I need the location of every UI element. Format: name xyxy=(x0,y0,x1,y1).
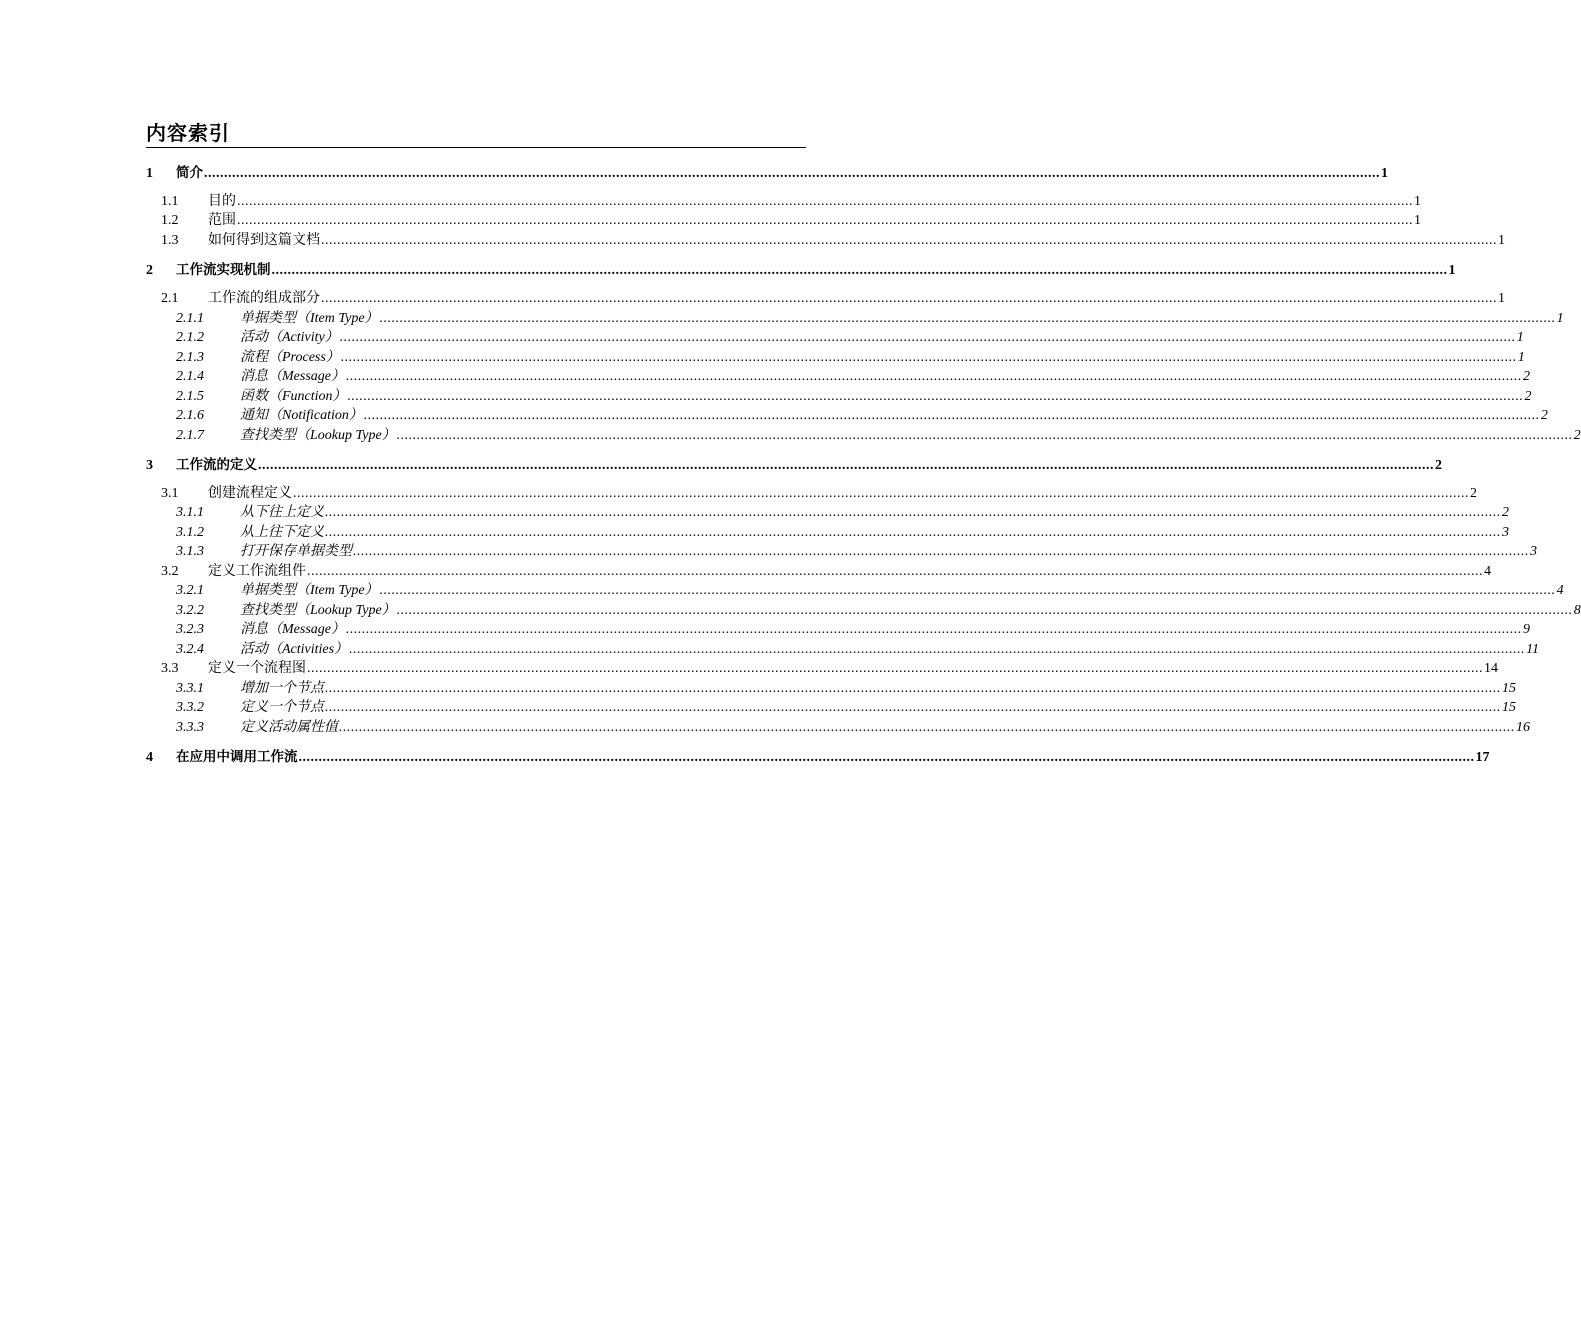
toc-entry-number: 2.1.5 xyxy=(176,389,204,404)
toc-entry-number: 3.2.3 xyxy=(176,622,204,637)
toc-entry-number: 3.2 xyxy=(161,564,179,579)
toc-entry-label: 单据类型（Item Type） xyxy=(240,311,379,326)
toc-entry-number: 1.3 xyxy=(161,233,179,248)
toc-page-number: 2 xyxy=(1540,408,1548,423)
toc-entry-number: 2.1.2 xyxy=(176,330,204,345)
toc-entry-number: 4 xyxy=(146,750,153,765)
toc-dot-leader: ...................................................................................................................................................................................................................................................................................................... xyxy=(396,428,1573,443)
toc-entry-1-3[interactable] xyxy=(161,231,1505,251)
toc-entry-3[interactable] xyxy=(146,455,1442,475)
toc-page-number: 1 xyxy=(1498,291,1505,306)
toc-page-number: 15 xyxy=(1502,700,1516,715)
toc-dot-leader: ...................................................................................................................................................................................................................................................................................................... xyxy=(325,700,1501,715)
toc-entry-2-1-7[interactable] xyxy=(176,426,1581,446)
toc-entry-4[interactable] xyxy=(146,747,1490,767)
toc-dot-leader: ...................................................................................................................................................................................................................................................................................................... xyxy=(349,642,1526,657)
toc-entry-number: 3.1.3 xyxy=(176,544,204,559)
toc-page-number: 3 xyxy=(1502,525,1509,540)
toc-entry-label: 活动（Activities） xyxy=(240,642,349,657)
toc-entry-3-2-4[interactable] xyxy=(176,640,1540,660)
toc-entry-number: 1 xyxy=(146,166,153,181)
toc-entry-2-1-3[interactable] xyxy=(176,348,1525,368)
toc-entry-label: 活动（Activity） xyxy=(240,330,339,345)
toc-dot-leader: ...................................................................................................................................................................................................................................................................................................... xyxy=(271,263,1448,278)
toc-entry-number: 2.1.6 xyxy=(176,408,204,423)
toc-entry-2[interactable] xyxy=(146,260,1456,280)
toc-dot-leader: ...................................................................................................................................................................................................................................................................................................... xyxy=(237,213,1413,228)
toc-title: 内容索引 xyxy=(146,120,806,148)
toc-page-number: 1 xyxy=(1556,311,1564,326)
toc-dot-leader: ...................................................................................................................................................................................................................................................................................................... xyxy=(346,622,1522,637)
toc-page-number: 2 xyxy=(1524,389,1532,404)
toc-entry-3-3-1[interactable] xyxy=(176,679,1516,699)
toc-entry-1[interactable] xyxy=(146,163,1388,183)
toc-entry-label: 通知（Notification） xyxy=(240,408,363,423)
toc-entry-number: 2 xyxy=(146,263,153,278)
toc-entry-3-3-3[interactable] xyxy=(176,718,1530,738)
toc-dot-leader: ...................................................................................................................................................................................................................................................................................................... xyxy=(298,750,1475,765)
toc-entry-label: 消息（Message） xyxy=(240,369,345,384)
toc-dot-leader: ...................................................................................................................................................................................................................................................................................................... xyxy=(379,583,1556,598)
toc-entry-3-2-3[interactable] xyxy=(176,620,1530,640)
toc-entry-number: 3.3.3 xyxy=(176,720,204,735)
toc-entry-2-1-1[interactable] xyxy=(176,309,1564,329)
toc-entry-number: 1.1 xyxy=(161,194,179,209)
toc-entry-3-3-2[interactable] xyxy=(176,698,1516,718)
toc-dot-leader: ...................................................................................................................................................................................................................................................................................................... xyxy=(347,389,1524,404)
toc-dot-leader: ...................................................................................................................................................................................................................................................................................................... xyxy=(353,544,1529,559)
toc-entry-3-1-1[interactable] xyxy=(176,503,1509,523)
toc-entry-label: 定义工作流组件 xyxy=(208,564,306,579)
toc-entry-label: 创建流程定义 xyxy=(208,486,292,501)
toc-entry-number: 3.3 xyxy=(161,661,179,676)
toc-entry-label: 工作流的定义 xyxy=(176,457,257,473)
toc-page-number: 1 xyxy=(1517,350,1525,365)
toc-page-number: 2 xyxy=(1435,458,1442,473)
toc-entry-label: 定义一个节点 xyxy=(240,700,324,715)
toc-entry-2-1-4[interactable] xyxy=(176,367,1530,387)
toc-entry-3-2[interactable] xyxy=(161,562,1491,582)
toc-entry-label: 消息（Message） xyxy=(240,622,345,637)
toc-dot-leader: ...................................................................................................................................................................................................................................................................................................... xyxy=(325,681,1501,696)
toc-page-number: 11 xyxy=(1526,642,1540,657)
toc-entry-3-2-1[interactable] xyxy=(176,581,1564,601)
toc-entry-number: 3.3.2 xyxy=(176,700,204,715)
toc-entry-number: 1.2 xyxy=(161,213,179,228)
toc-page-number: 1 xyxy=(1414,194,1421,209)
toc-entry-label: 打开保存单据类型 xyxy=(240,544,352,559)
toc-page-number: 1 xyxy=(1516,330,1524,345)
toc-entry-1-2[interactable] xyxy=(161,211,1421,231)
toc-entry-label: 从下往上定义 xyxy=(240,505,324,520)
toc-page-number: 4 xyxy=(1556,583,1564,598)
toc-page-number: 14 xyxy=(1484,661,1498,676)
toc-dot-leader: ...................................................................................................................................................................................................................................................................................................... xyxy=(258,458,1434,473)
toc-page-number: 9 xyxy=(1523,622,1530,637)
toc-page-number: 1 xyxy=(1448,263,1456,278)
toc-entry-label: 定义一个流程图 xyxy=(208,661,306,676)
toc-dot-leader: ...................................................................................................................................................................................................................................................................................................... xyxy=(339,330,1516,345)
toc-dot-leader: ...................................................................................................................................................................................................................................................................................................... xyxy=(379,311,1556,326)
toc-entry-number: 3.1.2 xyxy=(176,525,204,540)
toc-entry-number: 2.1 xyxy=(161,291,179,306)
toc-page-number: 1 xyxy=(1498,233,1505,248)
toc-entry-label: 在应用中调用工作流 xyxy=(176,749,298,765)
toc-entry-number: 2.1.4 xyxy=(176,369,204,384)
toc-dot-leader: ...................................................................................................................................................................................................................................................................................................... xyxy=(346,369,1522,384)
toc-entry-1-1[interactable] xyxy=(161,192,1421,212)
toc-entry-3-2-2[interactable] xyxy=(176,601,1581,621)
toc-page-number: 15 xyxy=(1502,681,1516,696)
toc-entry-number: 3 xyxy=(146,458,153,473)
toc-entry-label: 查找类型（Lookup Type） xyxy=(240,428,396,443)
toc-entry-label: 工作流实现机制 xyxy=(176,262,271,278)
toc-entry-label: 流程（Process） xyxy=(240,350,340,365)
toc-page-number: 4 xyxy=(1484,564,1491,579)
toc-entry-number: 2.1.7 xyxy=(176,428,204,443)
toc-entry-label: 工作流的组成部分 xyxy=(208,291,320,306)
toc-entry-number: 2.1.1 xyxy=(176,311,204,326)
toc-entry-label: 定义活动属性值 xyxy=(240,720,338,735)
toc-entry-number: 3.2.2 xyxy=(176,603,204,618)
toc-dot-leader: ...................................................................................................................................................................................................................................................................................................... xyxy=(293,486,1469,501)
toc-entry-2-1-6[interactable] xyxy=(176,406,1548,426)
toc-dot-leader: ...................................................................................................................................................................................................................................................................................................... xyxy=(325,505,1501,520)
toc-dot-leader: ...................................................................................................................................................................................................................................................................................................... xyxy=(340,350,1517,365)
toc-entry-number: 3.2.1 xyxy=(176,583,204,598)
toc-dot-leader: ...................................................................................................................................................................................................................................................................................................... xyxy=(321,233,1497,248)
toc-entry-3-3[interactable] xyxy=(161,659,1498,679)
toc-entry-label: 范围 xyxy=(208,213,236,228)
toc-page-number: 2 xyxy=(1523,369,1530,384)
toc-entry-number: 3.2.4 xyxy=(176,642,204,657)
toc-page-number: 1 xyxy=(1381,166,1388,181)
toc-dot-leader: ...................................................................................................................................................................................................................................................................................................... xyxy=(237,194,1413,209)
toc-entry-label: 从上往下定义 xyxy=(240,525,324,540)
toc-page-number: 3 xyxy=(1530,544,1537,559)
toc-page-number: 1 xyxy=(1414,213,1421,228)
toc-entry-2-1-2[interactable] xyxy=(176,328,1524,348)
toc-dot-leader: ...................................................................................................................................................................................................................................................................................................... xyxy=(307,661,1483,676)
toc-entry-label: 目的 xyxy=(208,194,236,209)
toc-entry-number: 3.1 xyxy=(161,486,179,501)
toc-entry-number: 2.1.3 xyxy=(176,350,204,365)
toc-dot-leader: ...................................................................................................................................................................................................................................................................................................... xyxy=(396,603,1573,618)
toc-entry-3-1[interactable] xyxy=(161,484,1477,504)
toc-entry-label: 函数（Function） xyxy=(240,389,347,404)
toc-page-number: 2 xyxy=(1470,486,1477,501)
toc-dot-leader: ...................................................................................................................................................................................................................................................................................................... xyxy=(325,525,1501,540)
toc-entry-number: 3.3.1 xyxy=(176,681,204,696)
toc-entry-2-1-5[interactable] xyxy=(176,387,1532,407)
toc-entry-3-1-2[interactable] xyxy=(176,523,1509,543)
toc-dot-leader: ...................................................................................................................................................................................................................................................................................................... xyxy=(339,720,1515,735)
toc-entry-number: 3.1.1 xyxy=(176,505,204,520)
toc-entry-label: 查找类型（Lookup Type） xyxy=(240,603,396,618)
toc-entry-2-1[interactable] xyxy=(161,289,1505,309)
toc-entry-label: 增加一个节点 xyxy=(240,681,324,696)
toc-entry-label: 如何得到这篇文档 xyxy=(208,233,320,248)
toc-page-number: 16 xyxy=(1516,720,1530,735)
toc-page-number: 8 xyxy=(1573,603,1581,618)
toc-page-number: 2 xyxy=(1502,505,1509,520)
toc-page-number: 17 xyxy=(1475,750,1490,765)
toc-dot-leader: ...................................................................................................................................................................................................................................................................................................... xyxy=(204,166,1380,181)
toc-dot-leader: ...................................................................................................................................................................................................................................................................................................... xyxy=(307,564,1483,579)
toc-entry-label: 单据类型（Item Type） xyxy=(240,583,379,598)
toc-entry-3-1-3[interactable] xyxy=(176,542,1537,562)
toc-entry-label: 简介 xyxy=(176,165,203,181)
toc-dot-leader: ...................................................................................................................................................................................................................................................................................................... xyxy=(321,291,1497,306)
toc-dot-leader: ...................................................................................................................................................................................................................................................................................................... xyxy=(363,408,1540,423)
toc-page-number: 2 xyxy=(1573,428,1581,443)
